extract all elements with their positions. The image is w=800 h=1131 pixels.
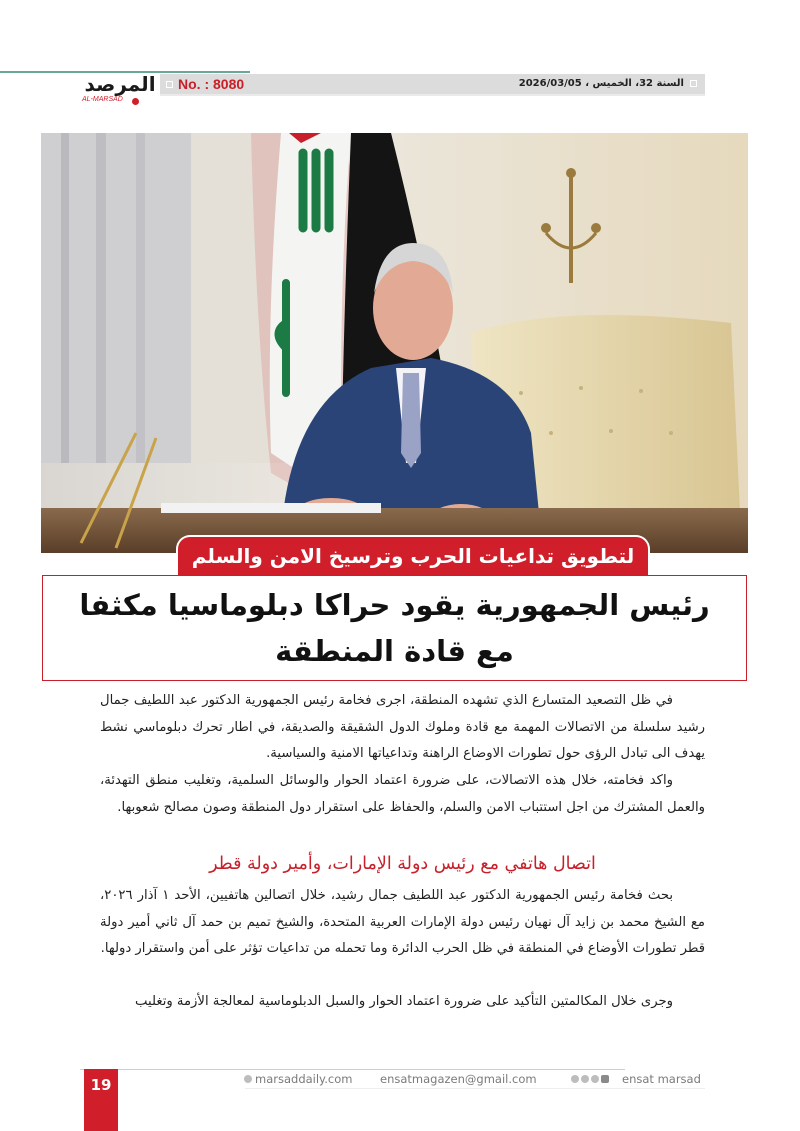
- website-text[interactable]: marsaddaily.com: [255, 1072, 353, 1086]
- issue-date-text: السنة 32، الخميس ، 2026/03/05: [518, 78, 684, 89]
- paragraph-3-text: بحث فخامة رئيس الجمهورية الدكتور عبد اللطيف جمال رشيد، خلال اتصالين هاتفيين، الأحد ١ آذار ٢٠٢٦، مع الشيخ محمد بن زايد آل نهيان رئيس دولة الإمارات العربية المتحدة، والشيخ تميم بن حمد آل ثاني أمير دولة قطر تطورات الأوضاع في المنطقة في ظل الحرب الدائرة وما تحمله من تداعيات تؤثر على أمن واستقرار دولها.: [100, 888, 705, 956]
- logo-dot: [132, 98, 139, 105]
- page-number: 19: [84, 1069, 118, 1131]
- footer-social-handle[interactable]: ensat marsad: [622, 1072, 701, 1086]
- issue-number-text: No. : 8080: [178, 76, 245, 92]
- paragraph-1: [100, 688, 705, 768]
- headline-line-1: رئيس الجمهورية يقود حراكا دبلوماسيا مكثفا: [79, 588, 710, 622]
- footer-email[interactable]: ensatmagazen@gmail.com: [380, 1072, 537, 1086]
- paragraph-2-text: واكد فخامته، خلال هذه الاتصالات، على ضرورة اعتماد الحوار والوسائل السلمية، وتغليب منطق التهدئة، والعمل المشترك من اجل استتباب الامن والسلم، والحفاظ على استقرار دول المنطقة وصون مصالح شعوبها.: [100, 773, 705, 815]
- paragraph-4: [100, 989, 705, 1016]
- article-kicker: لتطويق تداعيات الحرب وترسيخ الامن والسلم: [176, 535, 650, 577]
- publication-logo: [80, 72, 160, 106]
- paragraph-2: [100, 768, 705, 821]
- headline-box: [42, 575, 747, 681]
- header-bar: [160, 74, 705, 96]
- headline-line-2: مع قادة المنطقة: [275, 634, 514, 668]
- youtube-icon[interactable]: [601, 1075, 609, 1083]
- instagram-icon[interactable]: [591, 1075, 599, 1083]
- twitter-icon[interactable]: [581, 1075, 589, 1083]
- bullet-square-icon: [166, 81, 173, 88]
- footer-rule: [80, 1069, 625, 1070]
- paragraph-3: [100, 883, 705, 963]
- footer-rule-secondary: [245, 1088, 705, 1089]
- globe-icon: [244, 1075, 252, 1083]
- article-headline: [43, 576, 746, 674]
- logo-text: المرصد: [84, 72, 156, 96]
- issue-date: [519, 78, 697, 89]
- logo-subtext: AL-MARSAD: [82, 96, 123, 103]
- paragraph-4-text: وجرى خلال المكالمتين التأكيد على ضرورة اعتماد الحوار والسبل الدبلوماسية لمعالجة الأزمة وتغليب: [135, 994, 673, 1009]
- section-subheading: اتصال هاتفي مع رئيس دولة الإمارات، وأمير دولة قطر: [209, 854, 596, 874]
- issue-number: [166, 76, 244, 92]
- paragraph-1-text: في ظل التصعيد المتسارع الذي تشهده المنطقة، اجرى فخامة رئيس الجمهورية الدكتور عبد اللطيف جمال رشيد سلسلة من الاتصالات المهمة مع قادة وملوك الدول الشقيقة والصديقة، في اطار تحرك دبلوماسي نشط يهدف الى تبادل الرؤى حول تطورات الاوضاع الراهنة وتداعياتها الامنية والسياسية.: [100, 693, 705, 761]
- bullet-square-icon: [690, 80, 697, 87]
- footer-social-icons: [571, 1075, 609, 1083]
- article-photo: [41, 133, 748, 553]
- footer-website[interactable]: [244, 1072, 352, 1086]
- facebook-icon[interactable]: [571, 1075, 579, 1083]
